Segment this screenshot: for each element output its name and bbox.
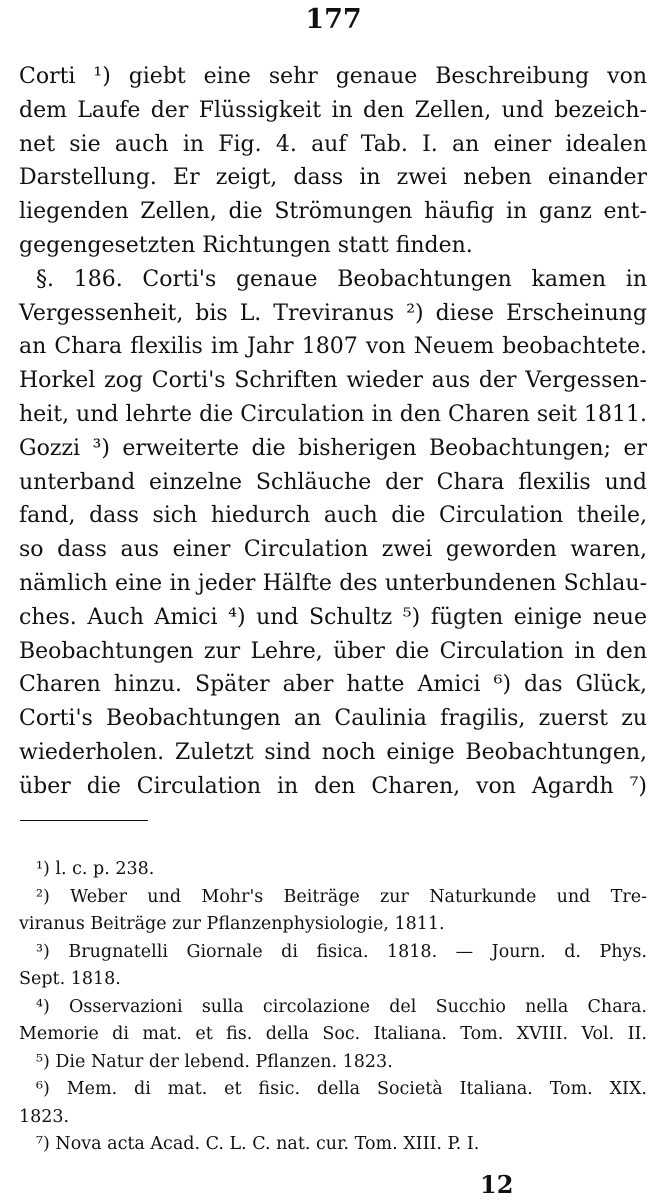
- body-line: über die Circulation in den Charen, von Agardh ⁷): [19, 773, 647, 799]
- section-186-heading-line: §. 186. Corti's genaue Beobachtungen kamen in: [36, 266, 647, 292]
- body-line: wiederholen. Zuletzt sind noch einige Beobachtungen,: [19, 739, 647, 765]
- body-text: [19, 60, 647, 804]
- body-line: Corti ¹) giebt eine sehr genaue Beschreibung von: [19, 64, 647, 89]
- body-line: dem Laufe der Flüssigkeit in den Zellen, und bezeich-: [19, 97, 647, 123]
- footnote-divider: [20, 820, 148, 821]
- body-line: Horkel zog Corti's Schriften wieder aus der Vergessen-: [19, 368, 647, 394]
- body-line: nämlich eine in jeder Hälfte des unterbundenen Schlau-: [19, 570, 647, 596]
- footnote-3-continued: Sept. 1818.: [19, 969, 121, 989]
- page-number: 177: [305, 4, 362, 35]
- body-line: so dass aus einer Circulation zwei geworden waren,: [19, 537, 647, 563]
- footnote-2-continued: viranus Beiträge zur Pflanzenphysiologie, 1811.: [19, 914, 445, 934]
- footnote-2: ²) Weber und Mohr's Beiträge zur Naturkunde und Tre-: [36, 886, 647, 907]
- body-line: Charen hinzu. Später aber hatte Amici ⁶) das Glück,: [19, 672, 647, 698]
- body-line: heit, und lehrte die Circulation in den Charen seit 1811.: [19, 401, 647, 427]
- signature-mark: [0, 1166, 667, 1200]
- body-line: Gozzi ³) erweiterte die bisherigen Beobachtungen; er: [19, 435, 647, 461]
- footnote-5: ⁵) Die Natur der lebend. Pflanzen. 1823.: [36, 1051, 393, 1072]
- footnote-1: ¹) l. c. p. 238.: [36, 859, 155, 879]
- body-line: an Chara flexilis im Jahr 1807 von Neuem beobachtete.: [19, 334, 647, 360]
- footnote-3: ³) Brugnatelli Giornale di fisica. 1818. — Journ. d. Phys.: [36, 941, 647, 962]
- footnote-6: ⁶) Mem. di mat. et fisic. della Società Italiana. Tom. XIX.: [36, 1079, 647, 1099]
- body-line: unterband einzelne Schläuche der Chara flexilis und: [19, 469, 647, 495]
- body-line: liegenden Zellen, die Strömungen häufig in ganz ent-: [19, 199, 647, 225]
- footnotes: [19, 856, 647, 1159]
- body-line: net sie auch in Fig. 4. auf Tab. I. an einer idealen: [19, 131, 647, 157]
- body-line: Corti's Beobachtungen an Caulinia fragilis, zuerst zu: [19, 706, 647, 732]
- body-line: gegengesetzten Richtungen statt finden.: [19, 232, 473, 258]
- footnote-7: ⁷) Nova acta Acad. C. L. C. nat. cur. Tom. XIII. P. I.: [36, 1134, 480, 1154]
- body-line: Vergessenheit, bis L. Treviranus ²) diese Erscheinung: [19, 300, 647, 326]
- footnote-4-continued: Memorie di mat. et fis. della Soc. Italiana. Tom. XVIII. Vol. II.: [19, 1024, 647, 1044]
- body-line: Beobachtungen zur Lehre, über die Circulation in den: [19, 638, 647, 664]
- signature-number: 12: [480, 1170, 514, 1199]
- footnote-4: ⁴) Osservazioni sulla circolazione del Succhio nella Chara.: [36, 996, 647, 1017]
- body-line: Darstellung. Er zeigt, dass in zwei neben einander: [19, 165, 647, 191]
- footnote-6-continued: 1823.: [19, 1106, 70, 1127]
- body-line: ches. Auch Amici ⁴) und Schultz ⁵) fügten einige neue: [19, 604, 647, 630]
- body-line: fand, dass sich hiedurch auch die Circulation theile,: [19, 503, 647, 529]
